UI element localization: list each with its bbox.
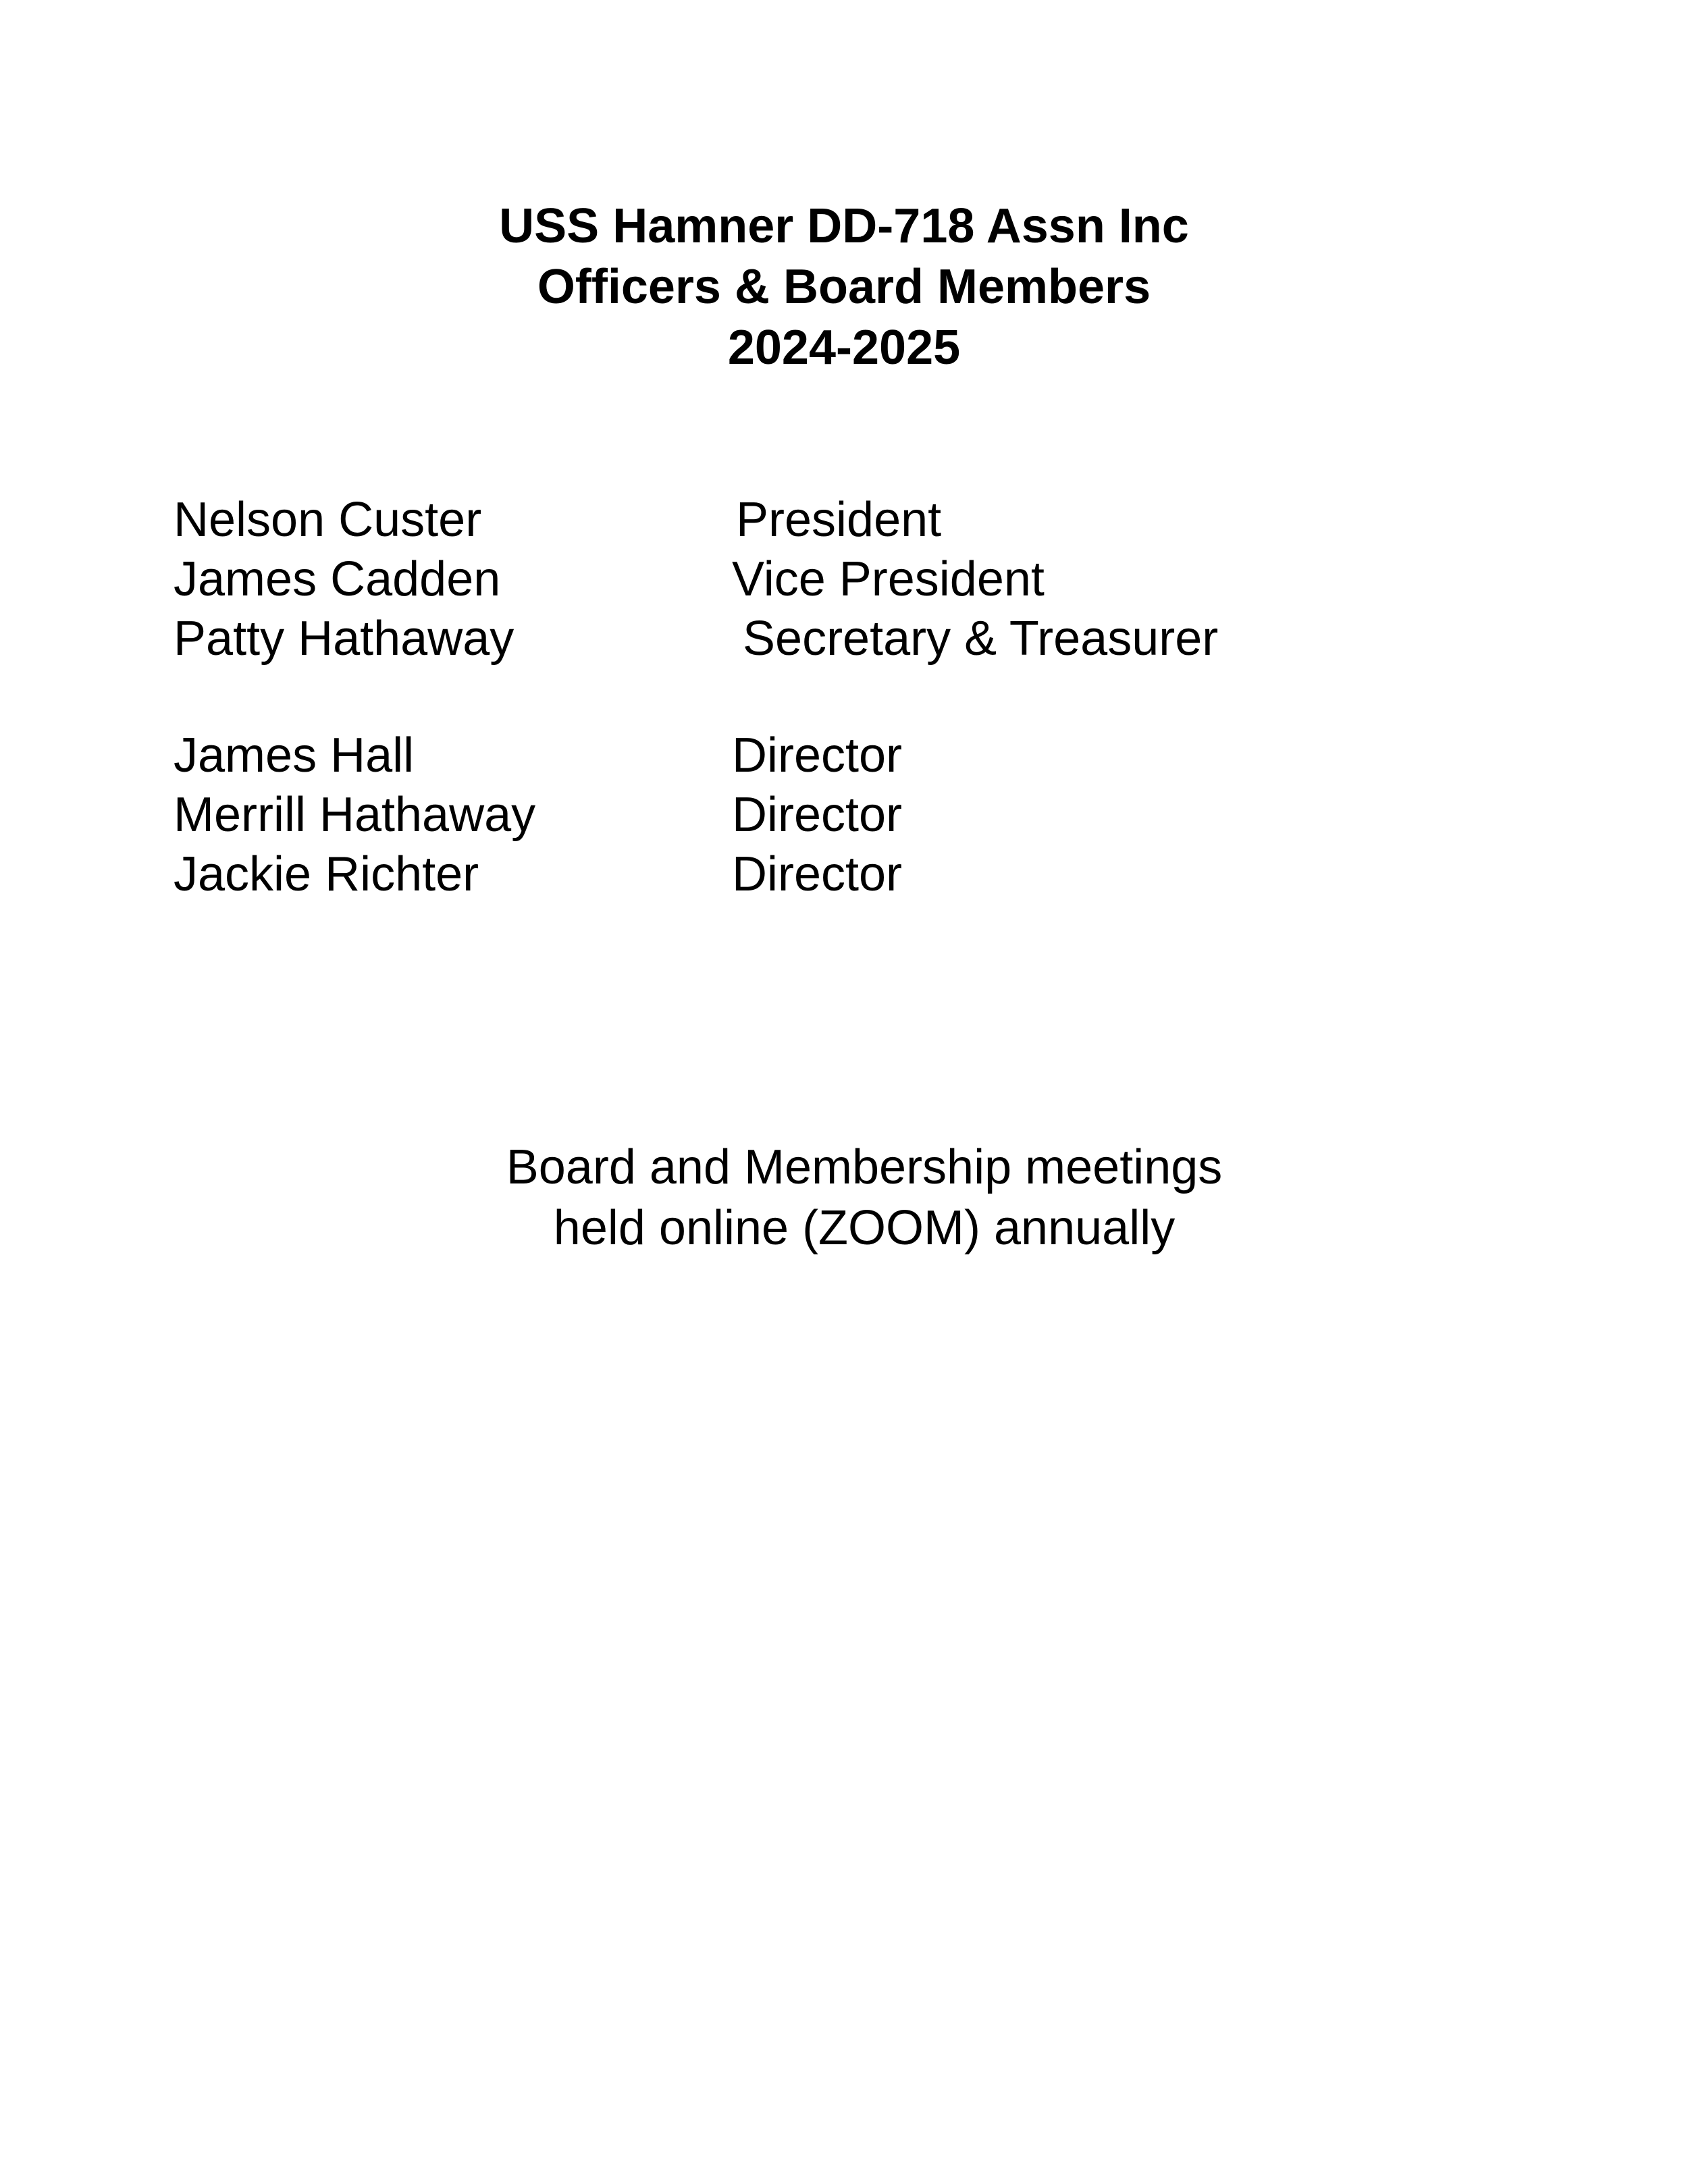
officer-role: President [736, 493, 942, 547]
officer-role: Vice President [732, 552, 1045, 606]
director-role: Director [732, 728, 903, 782]
director-name: James Hall [174, 728, 415, 782]
document-title [0, 196, 1688, 378]
meeting-note-line: Board and Membership meetings [506, 1140, 1223, 1194]
title-line-organization: USS Hamner DD-718 Assn Inc [499, 199, 1189, 253]
director-role: Director [732, 788, 903, 842]
director-role: Director [732, 847, 903, 901]
director-name: Jackie Richter [174, 847, 479, 901]
officer-name: Patty Hathaway [174, 612, 515, 666]
officer-role: Secretary & Treasurer [743, 612, 1219, 666]
title-line-subtitle: Officers & Board Members [537, 260, 1151, 314]
officer-name: James Cadden [174, 552, 501, 606]
title-line-term: 2024-2025 [727, 321, 961, 375]
officer-name: Nelson Custer [174, 493, 482, 547]
meeting-note-line: held online (ZOOM) annually [553, 1201, 1176, 1255]
director-name: Merrill Hathaway [174, 788, 536, 842]
meeting-note [0, 1137, 1688, 1258]
